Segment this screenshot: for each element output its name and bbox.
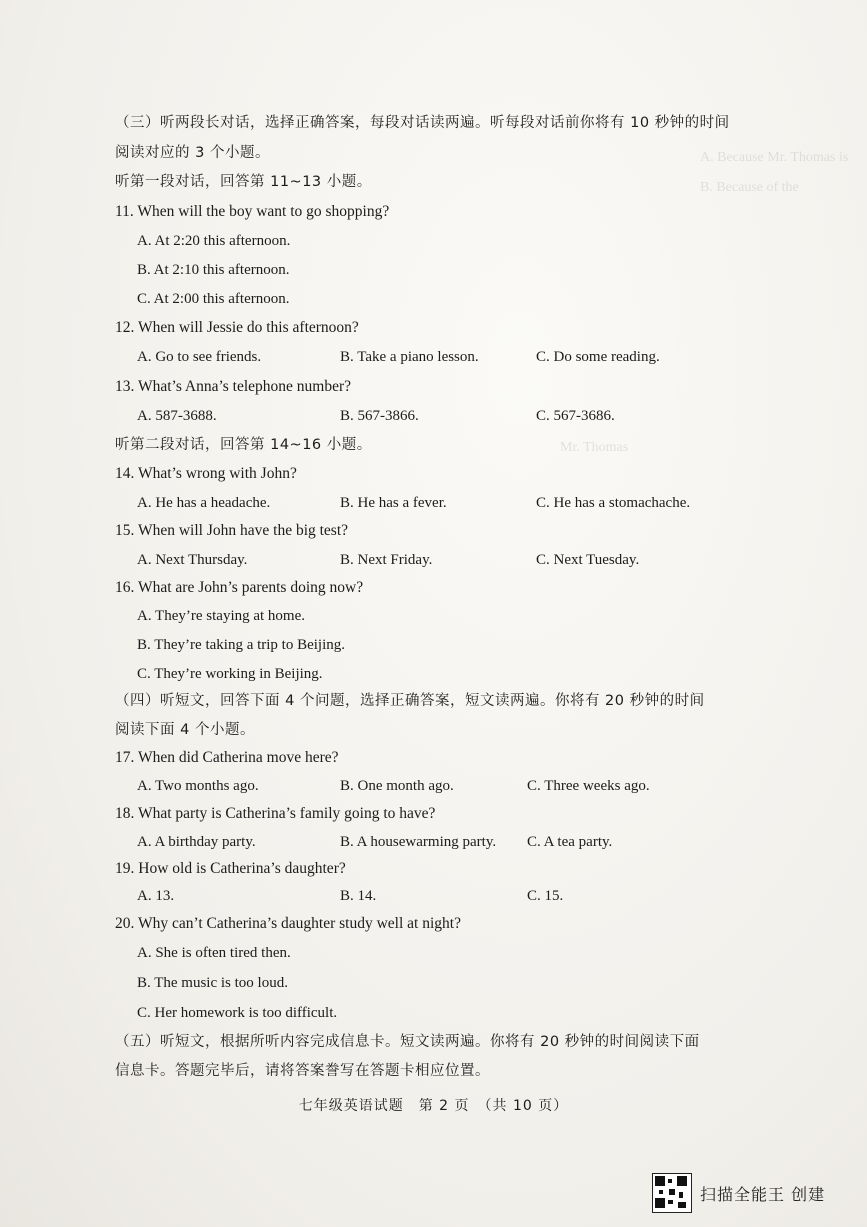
question-12-option-b[interactable]: B. Take a piano lesson.	[340, 349, 479, 365]
dialog1-intro: 听第一段对话，回答第 11~13 小题。	[115, 174, 372, 190]
section3-instruction-line1: （三）听两段长对话，选择正确答案，每段对话读两遍。听每段对话前你将有 10 秒钟的时间	[115, 115, 730, 131]
question-18-stem: 18. What party is Catherina’s family going to have?	[115, 805, 436, 822]
question-14-stem: 14. What’s wrong with John?	[115, 465, 297, 482]
question-14-option-b[interactable]: B. He has a fever.	[340, 495, 447, 511]
question-11-stem: 11. When will the boy want to go shopping?	[115, 203, 390, 220]
question-17-option-c[interactable]: C. Three weeks ago.	[527, 778, 650, 794]
dialog2-intro: 听第二段对话，回答第 14~16 小题。	[115, 437, 372, 453]
exam-page: A. Because Mr. Thomas is B. Because of the Mr. Thomas （三）听两段长对话，选择正确答案，每段对话读两遍。听每段对话前你将有 10 秒钟的时间 阅读对应的 3 个小题。 听第一段对话，回答第 11~13 小题。 11. When will the boy want to go shopping? A. At 2:20 this afternoon. B. At 2:10 this afternoon. C. At 2:00 this afternoon. 12. When will Jessie do this afternoon? A. Go to see friends. B. Take a piano lesson. C. Do some reading. 13. What’s Anna’s telephone number? A. 587-3688. B. 567-3866. C. 567-3686. 听第二段对话，回答第 14~16 小题。 14. What’s wrong with John? A. He has a headache. B. He has a fever. C. He has a stomachache. 15. When will John have the big test? A. Next Thursday. B. Next Friday. C. Next Tuesday. 16. What are John’s parents doing now? A. They’re staying at home. B. They’re taking a trip to Beijing. C. They’re working in Beijing. （四）听短文，回答下面 4 个问题，选择正确答案，短文读两遍。你将有 20 秒钟的时间 阅读下面 4 个小题。 17. When did Catherina move here? A. Two months ago. B. One month ago. C. Three weeks ago. 18. What party is Catherina’s family going to have? A. A birthday party. B. A housewarming party. C. A tea party. 19. How old is Catherina’s daughter? A. 13. B. 14. C. 15. 20. Why can’t Catherina’s daughter study well at night? A. She is often tired then. B. The music is too loud. C. Her homework is too difficult. （五）听短文，根据所听内容完成信息卡。短文读两遍。你将有 20 秒钟的时间阅读下面 信息卡。答题完毕后，请将答案誊写在答题卡相应位置。 七年级英语试题 第 2 页 （共 10 页） 扫描全能王 创建	[0, 0, 867, 1227]
question-17-option-a[interactable]: A. Two months ago.	[137, 778, 259, 794]
question-12-stem: 12. When will Jessie do this afternoon?	[115, 319, 359, 336]
scanner-brand-text: 扫描全能王 创建	[700, 1184, 826, 1204]
question-12-option-c[interactable]: C. Do some reading.	[536, 349, 660, 365]
section3-instruction-line2: 阅读对应的 3 个小题。	[115, 145, 270, 161]
question-16-option-c[interactable]: C. They’re working in Beijing.	[137, 666, 323, 682]
question-18-option-c[interactable]: C. A tea party.	[527, 834, 613, 850]
page-footer: 七年级英语试题 第 2 页 （共 10 页）	[298, 1098, 569, 1114]
question-15-stem: 15. When will John have the big test?	[115, 522, 349, 539]
question-11-option-c[interactable]: C. At 2:00 this afternoon.	[137, 291, 290, 307]
question-11-option-a[interactable]: A. At 2:20 this afternoon.	[137, 233, 291, 249]
question-12-option-a[interactable]: A. Go to see friends.	[137, 349, 262, 365]
question-13-option-a[interactable]: A. 587-3688.	[137, 408, 217, 424]
question-19-option-c[interactable]: C. 15.	[527, 888, 564, 904]
question-16-option-b[interactable]: B. They’re taking a trip to Beijing.	[137, 637, 346, 653]
question-19-stem: 19. How old is Catherina’s daughter?	[115, 860, 346, 877]
question-14-option-a[interactable]: A. He has a headache.	[137, 495, 271, 511]
section5-instruction-line2: 信息卡。答题完毕后，请将答案誊写在答题卡相应位置。	[115, 1063, 490, 1079]
question-19-option-b[interactable]: B. 14.	[340, 888, 377, 904]
question-11-option-b[interactable]: B. At 2:10 this afternoon.	[137, 262, 290, 278]
section4-instruction-line2: 阅读下面 4 个小题。	[115, 722, 255, 738]
question-18-option-a[interactable]: A. A birthday party.	[137, 834, 256, 850]
scanner-watermark	[652, 1173, 825, 1213]
question-20-option-c[interactable]: C. Her homework is too difficult.	[137, 1005, 338, 1021]
question-20-option-a[interactable]: A. She is often tired then.	[137, 945, 291, 961]
question-16-stem: 16. What are John’s parents doing now?	[115, 579, 364, 596]
question-20-option-b[interactable]: B. The music is too loud.	[137, 975, 288, 991]
section5-instruction-line1: （五）听短文，根据所听内容完成信息卡。短文读两遍。你将有 20 秒钟的时间阅读下面	[115, 1034, 700, 1050]
question-17-option-b[interactable]: B. One month ago.	[340, 778, 454, 794]
question-18-option-b[interactable]: B. A housewarming party.	[340, 834, 497, 850]
question-15-option-b[interactable]: B. Next Friday.	[340, 552, 433, 568]
question-17-stem: 17. When did Catherina move here?	[115, 749, 339, 766]
question-13-option-c[interactable]: C. 567-3686.	[536, 408, 615, 424]
question-13-option-b[interactable]: B. 567-3866.	[340, 408, 419, 424]
question-15-option-a[interactable]: A. Next Thursday.	[137, 552, 248, 568]
question-20-stem: 20. Why can’t Catherina’s daughter study well at night?	[115, 915, 461, 932]
question-15-option-c[interactable]: C. Next Tuesday.	[536, 552, 640, 568]
question-13-stem: 13. What’s Anna’s telephone number?	[115, 378, 352, 395]
question-14-option-c[interactable]: C. He has a stomachache.	[536, 495, 691, 511]
section4-instruction-line1: （四）听短文，回答下面 4 个问题，选择正确答案，短文读两遍。你将有 20 秒钟的时间	[115, 693, 705, 709]
question-16-option-a[interactable]: A. They’re staying at home.	[137, 608, 306, 624]
qr-code-icon	[652, 1173, 692, 1213]
question-19-option-a[interactable]: A. 13.	[137, 888, 175, 904]
